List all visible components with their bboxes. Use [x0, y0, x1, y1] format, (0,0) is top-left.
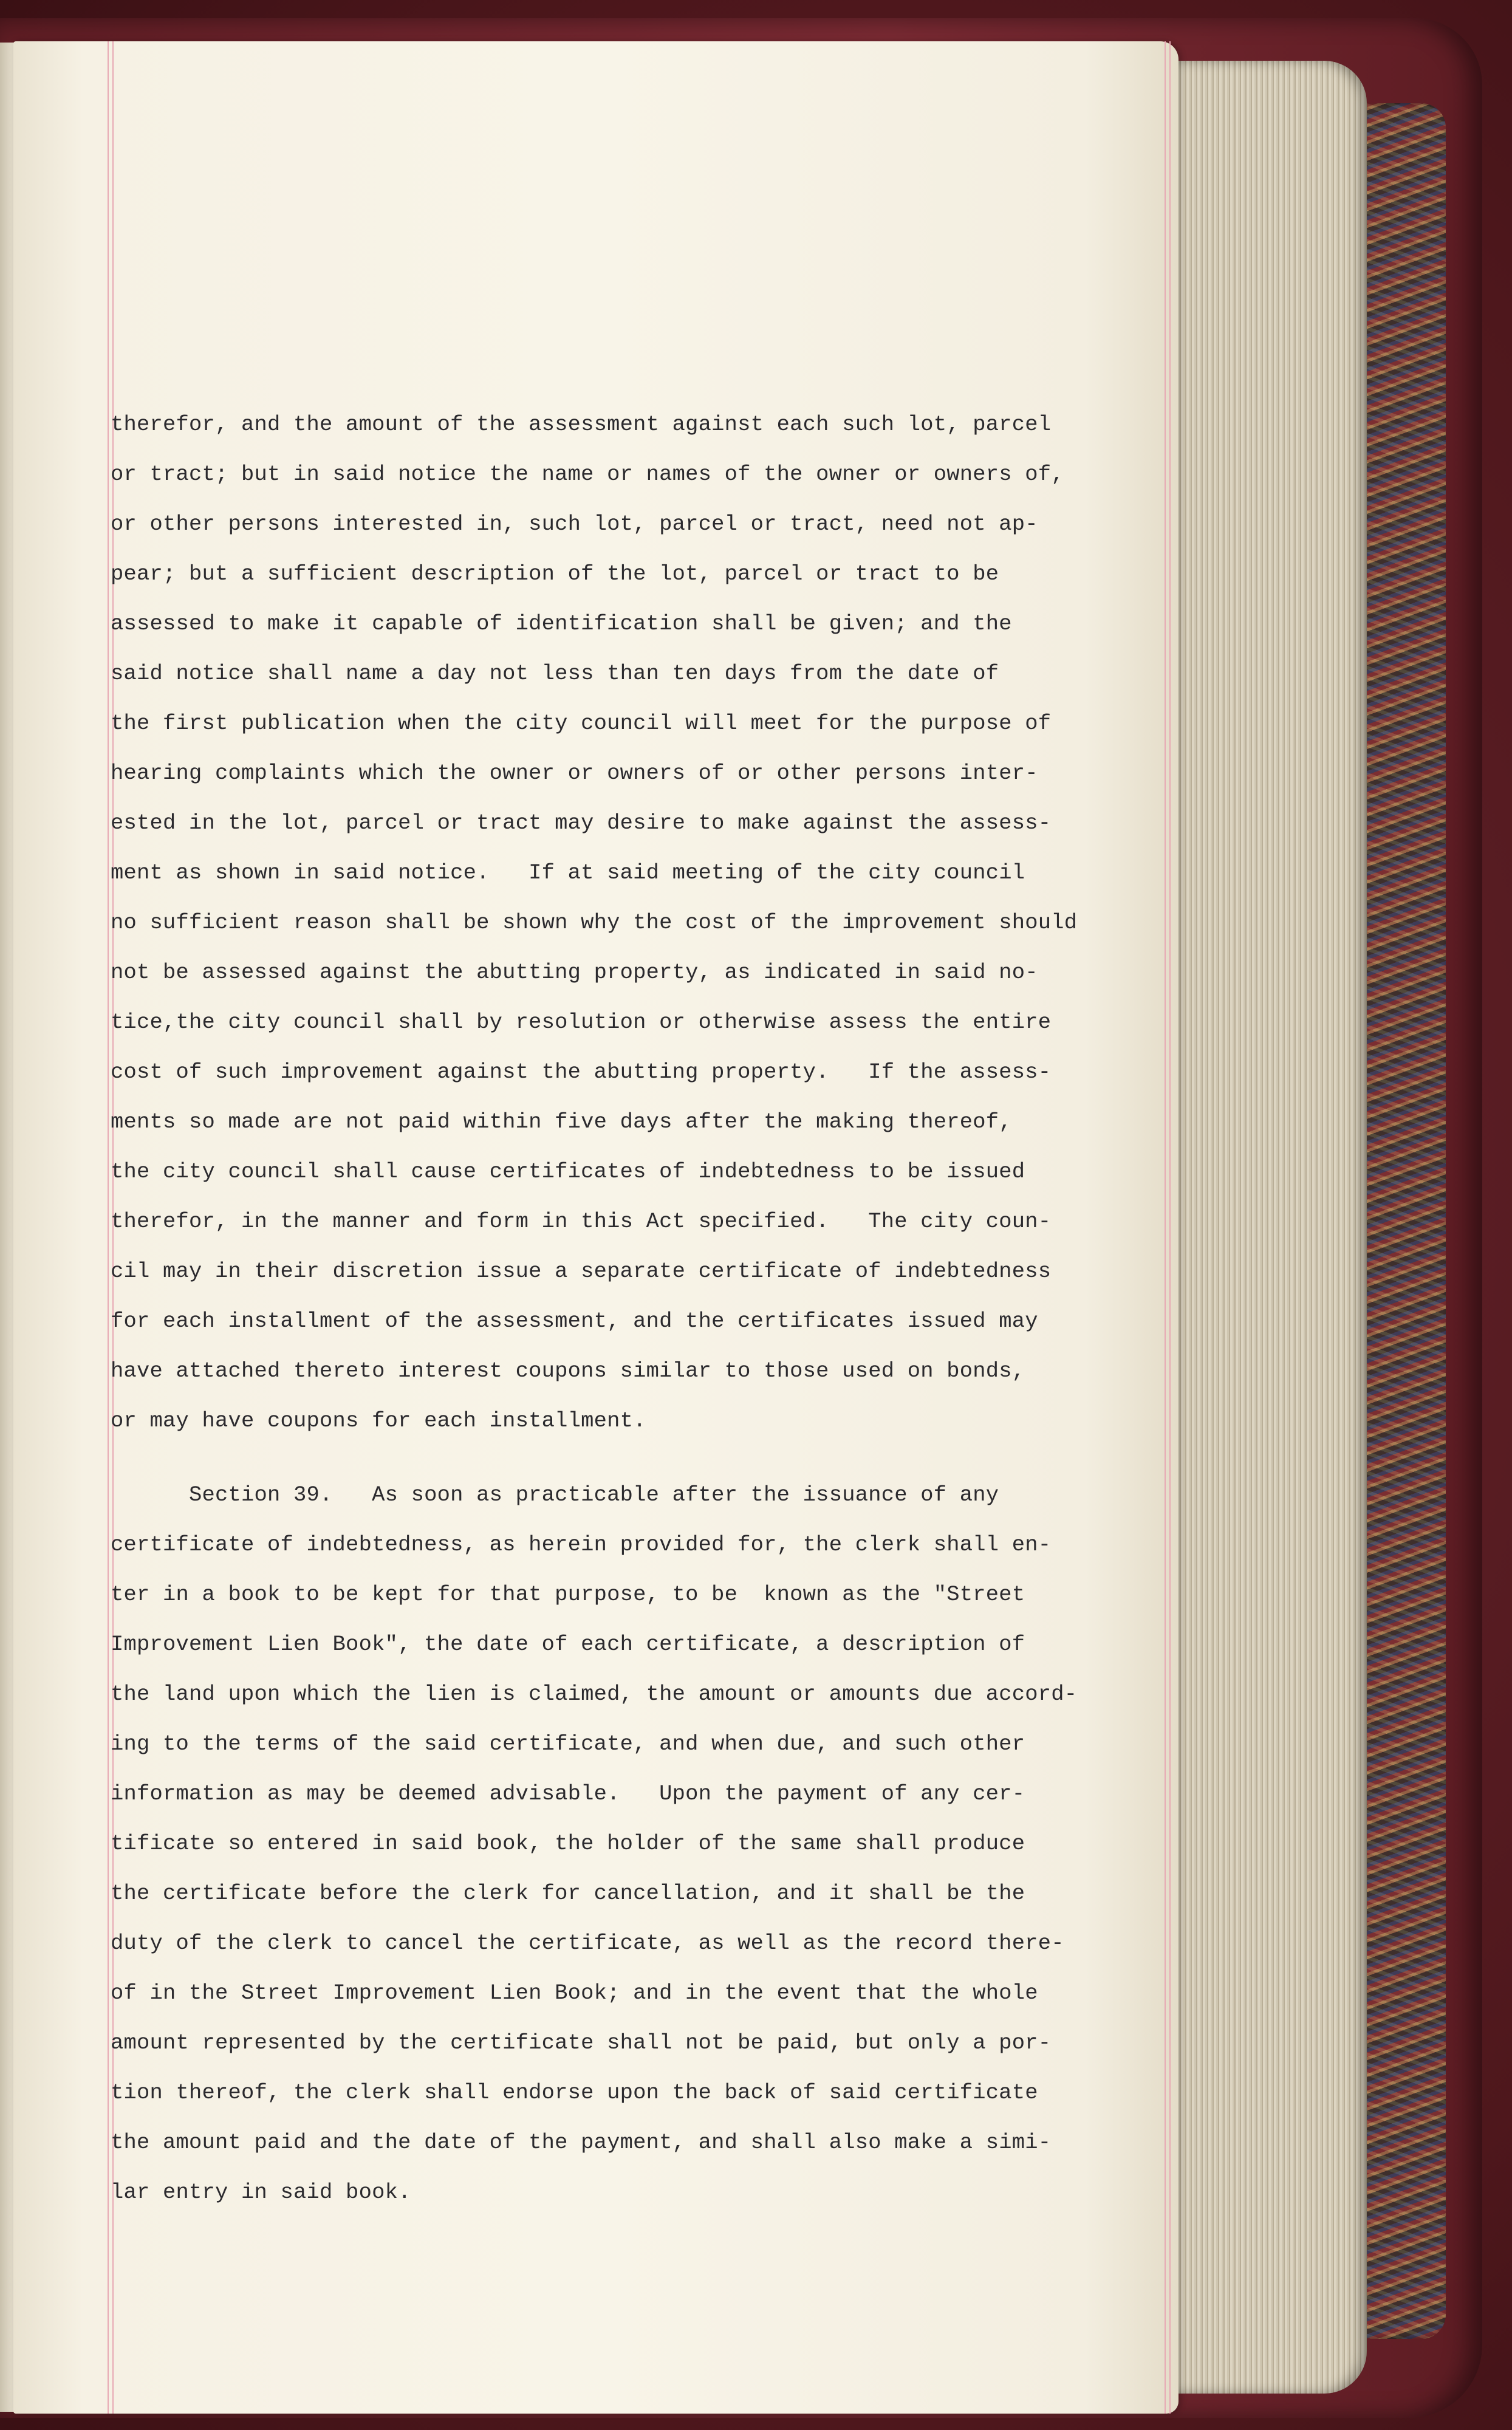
left-margin-rule	[108, 41, 109, 2414]
text-line: for each installment of the assessment, and the certificates issued may	[111, 1309, 1038, 1333]
text-line: hearing complaints which the owner or owners of or other persons inter-	[111, 761, 1038, 785]
paragraph-1	[111, 400, 1192, 1446]
text-line: duty of the clerk to cancel the certificate, as well as the record there-	[111, 1931, 1064, 1956]
paragraph-gap	[111, 1446, 1192, 1470]
text-line: said notice shall name a day not less than ten days from the date of	[111, 661, 999, 686]
text-line: of in the Street Improvement Lien Book; and in the event that the whole	[111, 1980, 1038, 2005]
text-line: Improvement Lien Book", the date of each certificate, a description of	[111, 1632, 1025, 1657]
ledger-page	[13, 41, 1178, 2414]
text-line: therefor, and the amount of the assessment against each such lot, parcel	[111, 412, 1052, 437]
text-line: tificate so entered in said book, the holder of the same shall produce	[111, 1831, 1025, 1856]
text-line: Section 39. As soon as practicable after the issuance of any	[111, 1482, 999, 1507]
text-line: assessed to make it capable of identification shall be given; and the	[111, 611, 1012, 636]
text-line: amount represented by the certificate shall not be paid, but only a por-	[111, 2030, 1052, 2055]
text-line: the city council shall cause certificates of indebtedness to be issued	[111, 1159, 1025, 1184]
text-line: have attached thereto interest coupons similar to those used on bonds,	[111, 1358, 1025, 1383]
text-line: ing to the terms of the said certificate, and when due, and such other	[111, 1731, 1025, 1756]
paragraph-2-section-39	[111, 1470, 1192, 2217]
text-line: ment as shown in said notice. If at said meeting of the city council	[111, 860, 1025, 885]
text-line: cil may in their discretion issue a separate certificate of indebtedness	[111, 1259, 1052, 1284]
text-line: the amount paid and the date of the payment, and shall also make a simi-	[111, 2130, 1052, 2155]
text-line: pear; but a sufficient description of the lot, parcel or tract to be	[111, 561, 999, 586]
text-line: the first publication when the city council will meet for the purpose of	[111, 711, 1052, 736]
text-line: certificate of indebtedness, as herein provided for, the clerk shall en-	[111, 1532, 1052, 1557]
typed-text-block	[111, 400, 1192, 2217]
text-line: ter in a book to be kept for that purpose, to be known as the "Street	[111, 1582, 1025, 1607]
text-line: cost of such improvement against the abutting property. If the assess-	[111, 1059, 1052, 1084]
text-line: no sufficient reason shall be shown why the cost of the improvement should	[111, 910, 1078, 935]
page-stack-edges	[1172, 61, 1367, 2394]
text-line: ments so made are not paid within five days after the making thereof,	[111, 1109, 1012, 1134]
text-line: ested in the lot, parcel or tract may desire to make against the assess-	[111, 810, 1052, 835]
text-line: not be assessed against the abutting property, as indicated in said no-	[111, 960, 1038, 985]
marbled-page-edge	[1355, 103, 1446, 2339]
text-line: or other persons interested in, such lot, parcel or tract, need not ap-	[111, 512, 1038, 536]
text-line: lar entry in said book.	[111, 2180, 411, 2205]
text-line: or tract; but in said notice the name or names of the owner or owners of,	[111, 462, 1064, 487]
text-line: tice,the city council shall by resolution or otherwise assess the entire	[111, 1010, 1052, 1035]
text-line: or may have coupons for each installment.	[111, 1408, 646, 1433]
text-line: information as may be deemed advisable. Upon the payment of any cer-	[111, 1781, 1025, 1806]
text-line: the certificate before the clerk for cancellation, and it shall be the	[111, 1881, 1025, 1906]
text-line: tion thereof, the clerk shall endorse upon the back of said certificate	[111, 2080, 1038, 2105]
text-line: the land upon which the lien is claimed, the amount or amounts due accord-	[111, 1682, 1078, 1706]
text-line: therefor, in the manner and form in this Act specified. The city coun-	[111, 1209, 1052, 1234]
